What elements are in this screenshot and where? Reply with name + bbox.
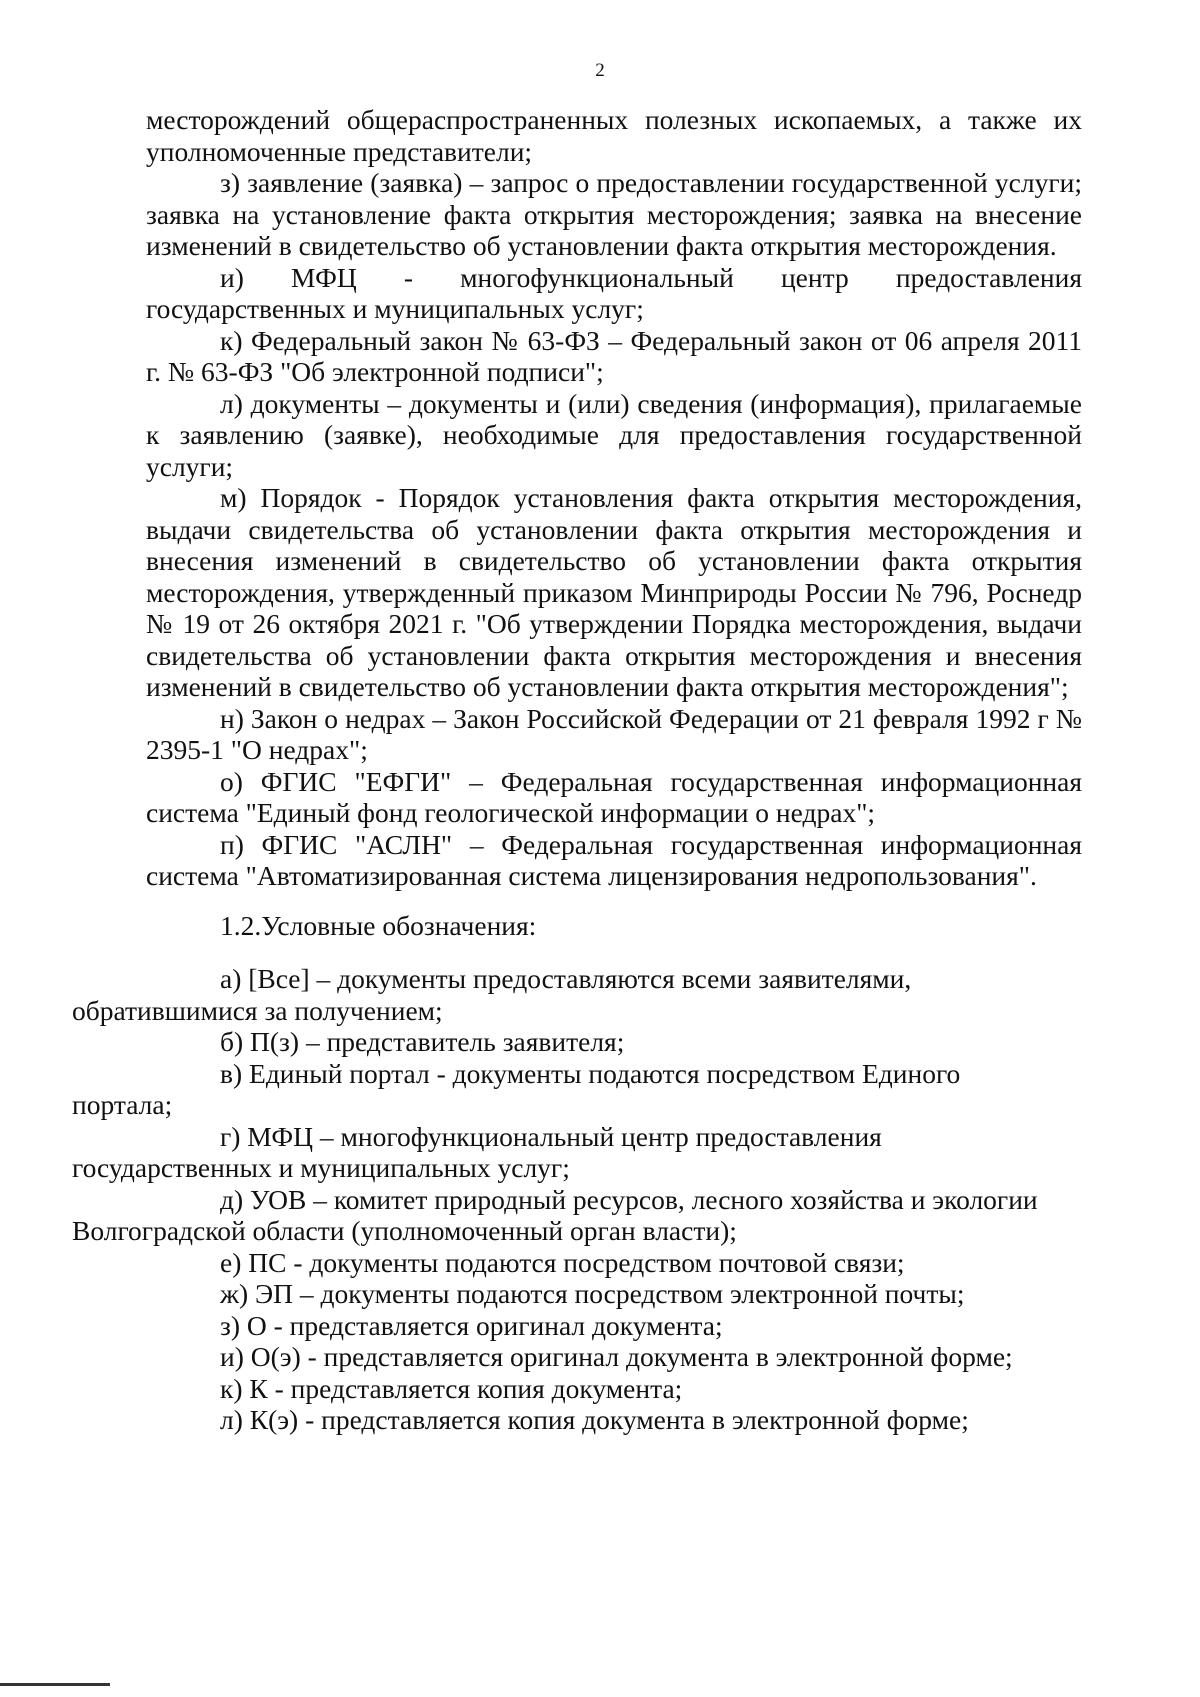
- legend-list: [72, 963, 1082, 1436]
- page-number: 2: [595, 60, 605, 81]
- legend-item-b: б) П(з) – представитель заявителя;: [220, 1026, 625, 1057]
- definition-i: и) МФЦ - многофункциональный центр предоставления государственных и муниципальных услуг;: [146, 261, 1082, 324]
- legend-item-a: а) [Все] – документы предоставляются всеми заявителями, обратившимися за получением;: [72, 963, 912, 1026]
- legend-item-z: з) О - представляется оригинал документа;: [220, 1309, 723, 1341]
- legend-item-i: и) О(э) - представляется оригинал документа в электронной форме;: [220, 1341, 1013, 1372]
- paragraph-continuation: месторождений общераспространенных полезных ископаемых, а также их уполномоченные представители;: [146, 104, 1082, 167]
- legend-item-l: л) К(э) - представляется копия документа в электронной форме;: [220, 1404, 969, 1435]
- definition-p: п) ФГИС "АСЛН" – Федеральная государственная информационная система "Автоматизированная система лицензирования недропользования".: [146, 828, 1082, 891]
- definition-o: о) ФГИС "ЕФГИ" – Федеральная государственная информационная система "Единый фонд геологической информации о недрах";: [146, 765, 1082, 828]
- legend-item-d: д) УОВ – комитет природный ресурсов, лесного хозяйства и экологии Волгоградской области (уполномоченный орган власти);: [72, 1183, 1038, 1246]
- definition-n: н) Закон о недрах – Закон Российской Федерации от 21 февраля 1992 г № 2395-1 "О недрах";: [146, 702, 1082, 765]
- scan-edge-mark: [0, 1683, 110, 1686]
- definition-m: м) Порядок - Порядок установления факта открытия месторождения, выдачи свидетельства об установлении факта открытия месторождения и внесения изменений в свидетельство об установлении факта открытия месторождения, утвержденный приказом Минприроды России № 796, Роснедр № 19 от 26 октября 2021 г. "Об утверждении Порядка месторождения, выдачи свидетельства об установлении факта открытия месторождения и внесения изменений в свидетельство об установлении факта открытия месторождения";: [146, 482, 1082, 702]
- document-body: [72, 104, 1082, 1436]
- definition-k: к) Федеральный закон № 63-ФЗ – Федеральный закон от 06 апреля 2011 г. № 63-ФЗ "Об электронной подписи";: [146, 324, 1082, 387]
- section-heading: 1.2.Условные обозначения:: [220, 909, 537, 941]
- definition-z: з) заявление (заявка) – запрос о предоставлении государственной услуги; заявка на установление факта открытия месторождения; заявка на внесение изменений в свидетельство об установлении факта открытия месторождения.: [146, 167, 1082, 261]
- legend-item-g: г) МФЦ – многофункциональный центр предоставления государственных и муниципальных услуг;: [72, 1120, 882, 1183]
- legend-item-k: к) К - представляется копия документа;: [220, 1372, 683, 1404]
- legend-item-e: е) ПС - документы подаются посредством почтовой связи;: [220, 1246, 905, 1278]
- legend-item-zh: ж) ЭП – документы подаются посредством электронной почты;: [220, 1278, 965, 1309]
- definition-l: л) документы – документы и (или) сведения (информация), прилагаемые к заявлению (заявке), необходимые для предоставления государственной услуги;: [146, 387, 1082, 482]
- legend-item-v: в) Единый портал - документы подаются посредством Единого портала;: [72, 1057, 961, 1120]
